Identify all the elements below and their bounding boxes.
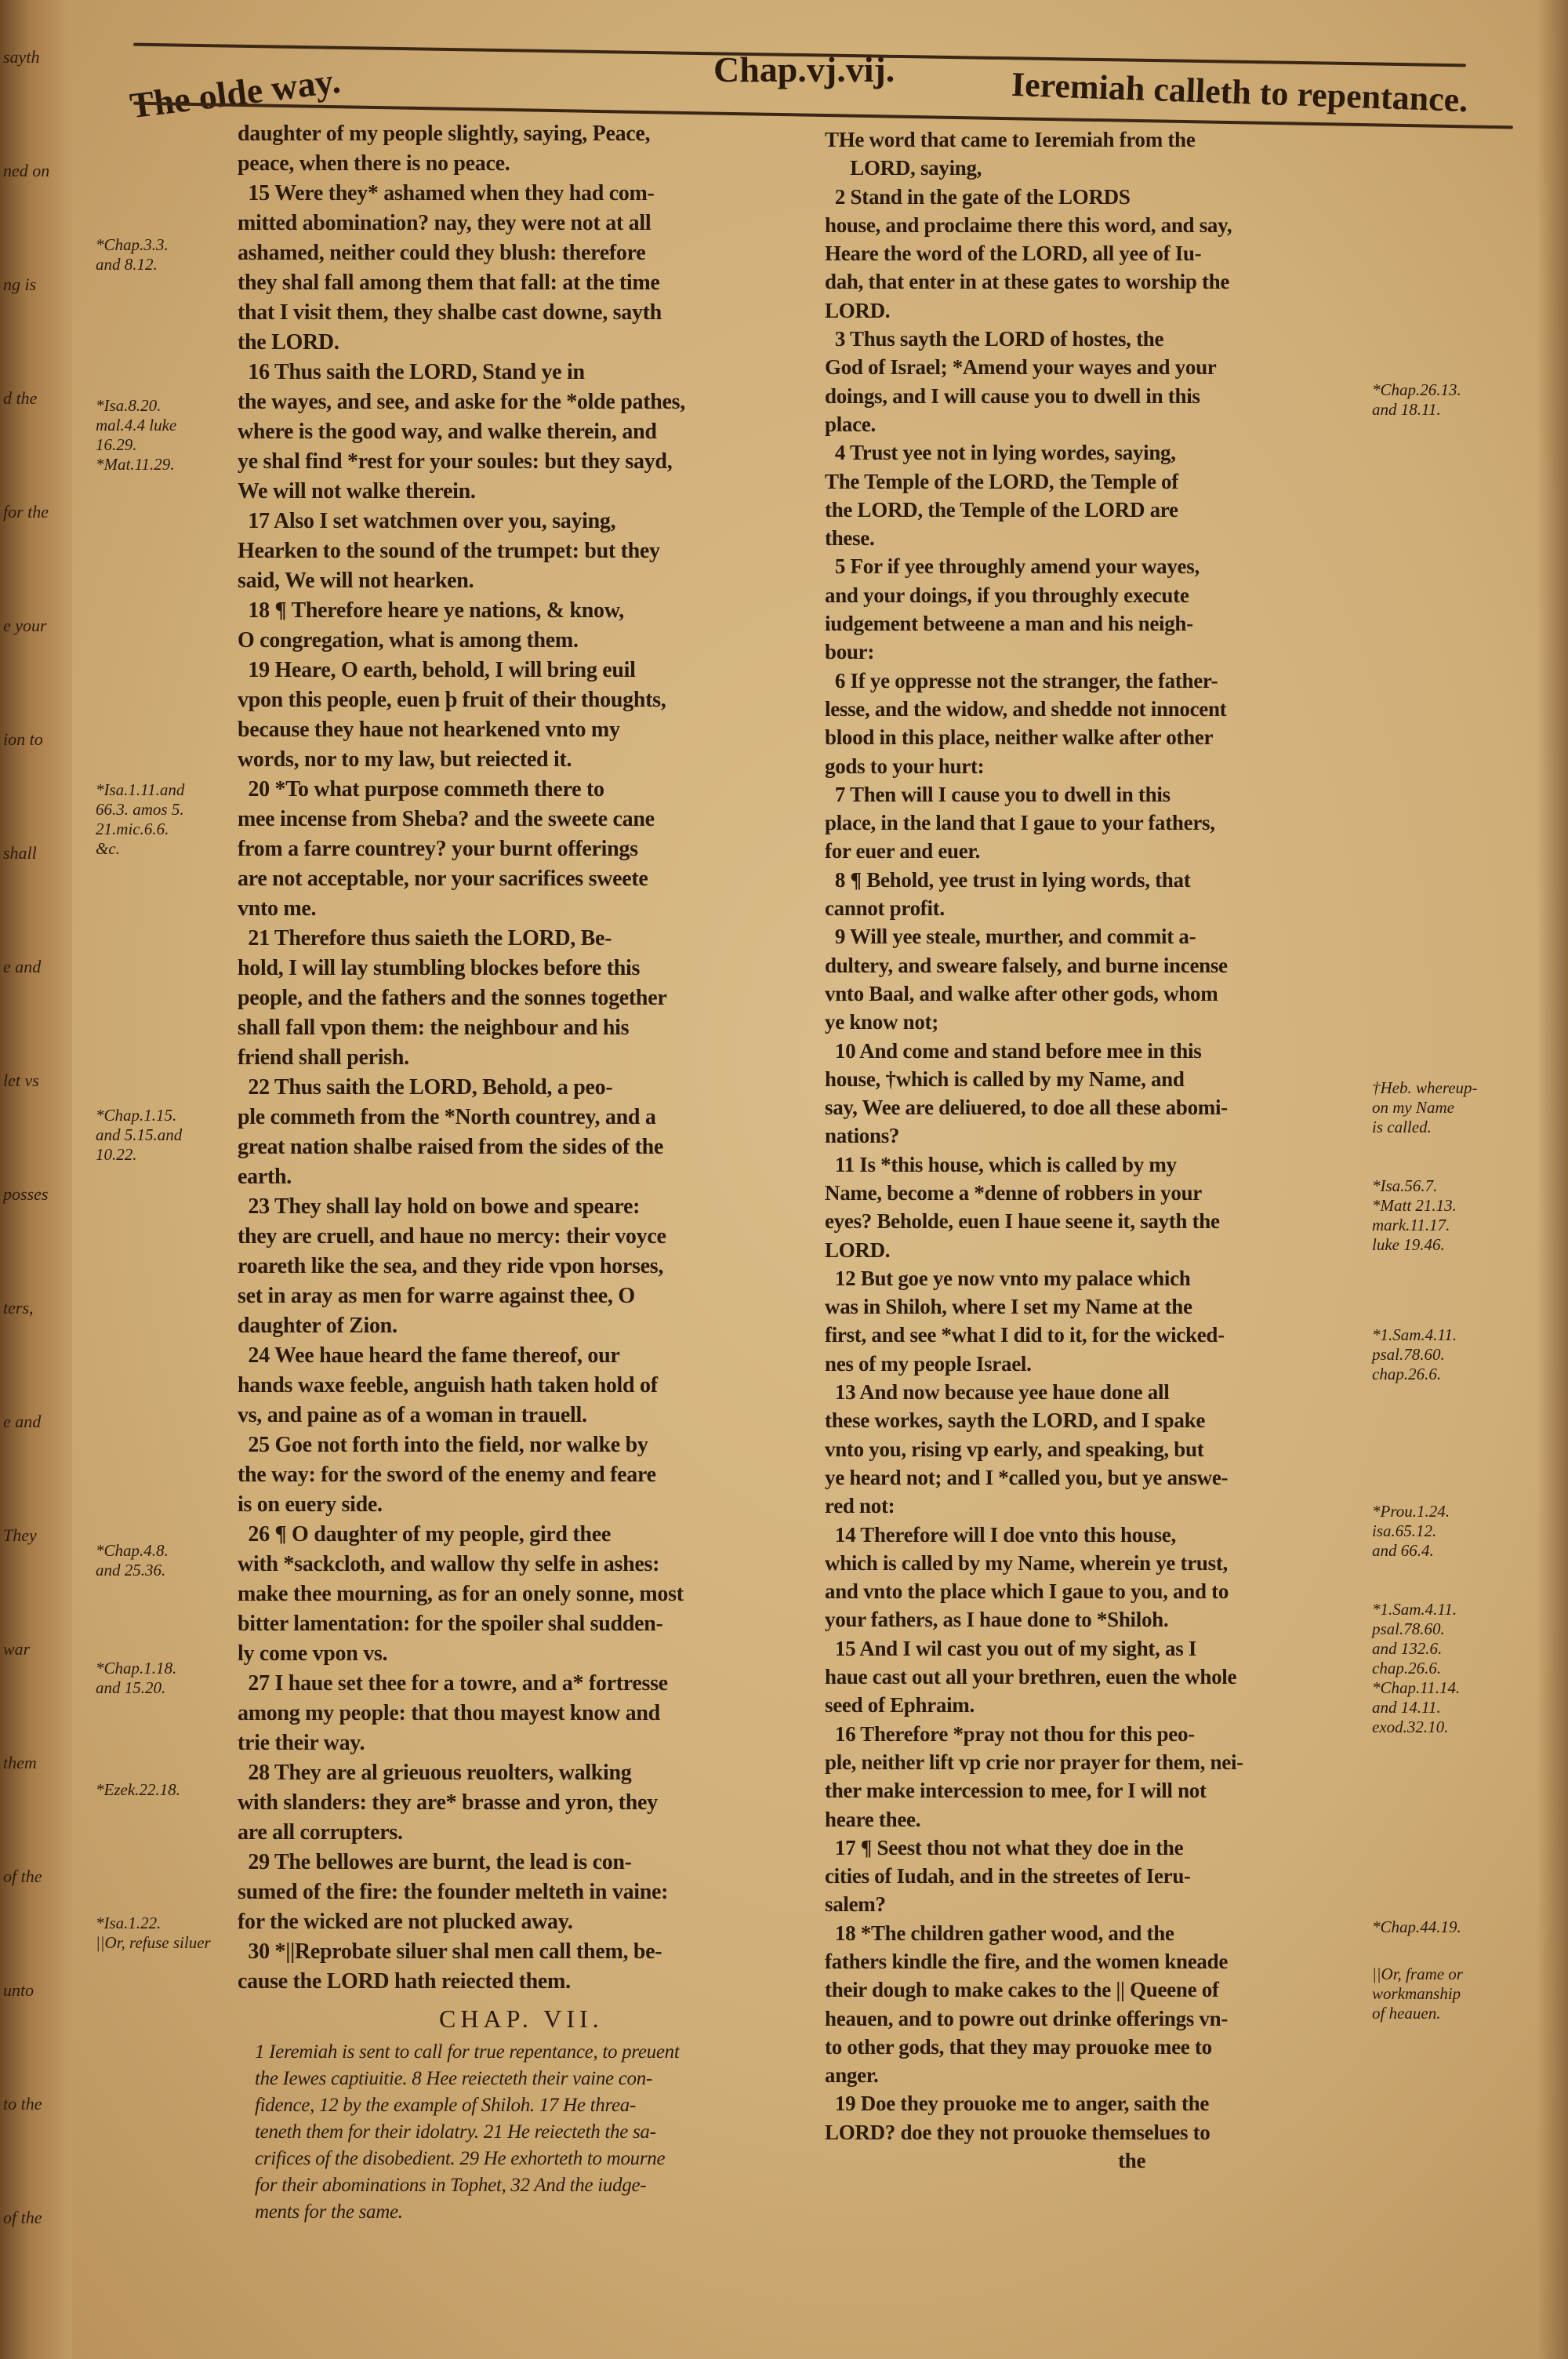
facing-page-fragment: e and bbox=[3, 1412, 42, 1431]
text-line: from a farre countrey? your burnt offerings bbox=[238, 837, 638, 861]
text-line: 15 Were they* ashamed when they had com- bbox=[238, 181, 655, 205]
text-line: ye know not; bbox=[825, 1010, 938, 1034]
facing-page-fragment: They bbox=[3, 1525, 37, 1545]
summary-line: teneth them for their idolatry. 21 He reiecteth the sa- bbox=[255, 2121, 656, 2143]
text-line: 16 Therefore *pray not thou for this peo- bbox=[825, 1721, 1195, 1746]
facing-page-fragment: let vs bbox=[3, 1070, 39, 1090]
text-line: 13 And now because yee haue done all bbox=[825, 1380, 1170, 1405]
text-line: place, in the land that I gaue to your fathers, bbox=[825, 811, 1215, 835]
text-line: these workes, sayth the LORD, and I spake bbox=[825, 1408, 1205, 1433]
text-line: vnto me. bbox=[238, 896, 317, 921]
text-line: The Temple of the LORD, the Temple of bbox=[825, 469, 1178, 493]
text-line: hands waxe feeble, anguish hath taken hold of bbox=[238, 1373, 658, 1398]
text-line: 17 ¶ Seest thou not what they doe in the bbox=[825, 1835, 1184, 1859]
margin-note: *Isa.1.11.and 66.3. amos 5. 21.mic.6.6. &c. bbox=[96, 780, 185, 858]
text-line: house, and proclaime there this word, and say, bbox=[825, 213, 1232, 237]
text-line: place. bbox=[825, 412, 876, 436]
text-line: ple commeth from the *North countrey, and a bbox=[238, 1105, 656, 1129]
text-line: 17 Also I set watchmen over you, saying, bbox=[238, 509, 616, 533]
facing-page-fragment: ion to bbox=[3, 729, 43, 749]
facing-page-fragment: for the bbox=[3, 502, 49, 522]
facing-page-fragment: of the bbox=[3, 1866, 42, 1886]
text-line: 6 If ye oppresse not the stranger, the father- bbox=[825, 668, 1218, 692]
text-line: 19 Doe they prouoke me to anger, saith the bbox=[825, 2092, 1210, 2116]
running-head-center: Chap.vj.vij. bbox=[713, 49, 895, 89]
text-line: first, and see *what I did to it, for the wicked- bbox=[825, 1323, 1225, 1347]
text-line: are not acceptable, nor your sacrifices sweete bbox=[238, 867, 648, 891]
text-line: roareth like the sea, and they ride vpon horses, bbox=[238, 1254, 664, 1278]
text-line: and vnto the place which I gaue to you, and to bbox=[825, 1579, 1229, 1604]
chapter-summary bbox=[255, 2039, 804, 2226]
text-line: 5 For if yee throughly amend your wayes, bbox=[825, 554, 1200, 579]
text-line: salem? bbox=[825, 1892, 886, 1917]
text-line: 19 Heare, O earth, behold, I will bring euil bbox=[238, 658, 636, 682]
margin-note: *Chap.4.8. and 25.36. bbox=[96, 1541, 169, 1579]
facing-page-fragment: e your bbox=[3, 616, 47, 635]
text-line: where is the good way, and walke therein, and bbox=[238, 420, 657, 444]
text-line: 3 Thus sayth the LORD of hostes, the bbox=[825, 327, 1164, 351]
text-line: the wayes, and see, and aske for the *olde pathes, bbox=[238, 390, 685, 414]
text-line: say, Wee are deliuered, to doe all these abomi- bbox=[825, 1096, 1228, 1120]
text-line: O congregation, what is among them. bbox=[238, 628, 579, 652]
text-line: trie their way. bbox=[238, 1731, 365, 1755]
text-line: cause the LORD hath reiected them. bbox=[238, 1969, 571, 1994]
margin-note: *1.Sam.4.11. psal.78.60. chap.26.6. bbox=[1372, 1325, 1457, 1383]
text-line: because they haue not hearkened vnto my bbox=[238, 718, 620, 742]
text-line: LORD. bbox=[825, 1238, 891, 1262]
left-text-column bbox=[238, 119, 810, 1997]
text-line: dah, that enter in at these gates to worship the bbox=[825, 270, 1230, 294]
text-line: that I visit them, they shalbe cast downe, sayth bbox=[238, 300, 662, 325]
text-line: 29 The bellowes are burnt, the lead is con- bbox=[238, 1850, 632, 1874]
text-line: fathers kindle the fire, and the women kneade bbox=[825, 1950, 1229, 1973]
margin-note: *Isa.1.22. ||Or, refuse siluer bbox=[96, 1914, 211, 1952]
margin-note: *Chap.1.18. and 15.20. bbox=[96, 1659, 177, 1697]
margin-note: *Chap.44.19. bbox=[1372, 1917, 1461, 1936]
text-line: red not: bbox=[825, 1494, 895, 1518]
text-line: mitted abomination? nay, they were not at all bbox=[238, 211, 652, 235]
text-line: ple, neither lift vp crie nor prayer for them, nei- bbox=[825, 1750, 1243, 1774]
facing-page-fragment: war bbox=[3, 1639, 31, 1659]
text-line: daughter of Zion. bbox=[238, 1314, 397, 1338]
text-line: ye heard not; and I *called you, but ye answe- bbox=[825, 1465, 1229, 1489]
text-line: 8 ¶ Behold, yee trust in lying words, that bbox=[825, 867, 1191, 892]
facing-page-fragment: of the bbox=[3, 2208, 42, 2227]
text-line: 24 Wee haue heard the fame thereof, our bbox=[238, 1343, 620, 1368]
text-line: said, We will not hearken. bbox=[238, 569, 474, 593]
text-line: these. bbox=[825, 526, 875, 551]
summary-line: 1 Ieremiah is sent to call for true repentance, to preuent bbox=[255, 2041, 680, 2063]
text-line: 4 Trust yee not in lying wordes, saying, bbox=[825, 441, 1176, 465]
text-line: to other gods, that they may prouoke mee to bbox=[825, 2034, 1212, 2059]
text-line: LORD? doe they not prouoke themselues to bbox=[825, 2120, 1210, 2144]
text-line: among my people: that thou mayest know and bbox=[238, 1701, 660, 1725]
text-line: is on euery side. bbox=[238, 1492, 383, 1517]
text-line: house, †which is called by my Name, and bbox=[825, 1067, 1185, 1091]
text-line: eyes? Beholde, euen I haue seene it, sayth the bbox=[825, 1209, 1220, 1234]
text-line: shall fall vpon them: the neighbour and his bbox=[238, 1016, 630, 1040]
text-line: your fathers, as I haue done to *Shiloh. bbox=[825, 1608, 1169, 1632]
text-line: 26 ¶ O daughter of my people, gird thee bbox=[238, 1522, 611, 1547]
summary-line: crifices of the disobedient. 29 He exhorteth to mourne bbox=[255, 2148, 666, 2169]
text-line: and your doings, if you throughly execute bbox=[825, 583, 1189, 607]
text-line: Heare the word of the LORD, all yee of Iu- bbox=[825, 242, 1202, 266]
text-line: are all corrupters. bbox=[238, 1820, 403, 1845]
text-line: was in Shiloh, where I set my Name at the bbox=[825, 1295, 1192, 1319]
margin-note: *Chap.26.13. and 18.11. bbox=[1372, 380, 1461, 419]
text-line: 10 And come and stand before mee in this bbox=[825, 1038, 1202, 1063]
text-line: make thee mourning, as for an onely sonne, most bbox=[238, 1582, 684, 1606]
facing-page-fragment: sayth bbox=[3, 47, 40, 67]
text-line: 27 I haue set thee for a towre, and a* fortresse bbox=[238, 1671, 668, 1696]
text-line: the LORD. bbox=[238, 330, 339, 354]
facing-page-fragment: ters, bbox=[3, 1298, 34, 1318]
facing-page-fragment: posses bbox=[3, 1184, 49, 1204]
text-line: 11 Is *this house, which is called by my bbox=[825, 1152, 1177, 1176]
text-line: bitter lamentation: for the spoiler shal sudden- bbox=[238, 1612, 663, 1636]
facing-page-fragment: ned on bbox=[3, 161, 50, 180]
summary-line: the Iewes captiuitie. 8 Hee reiecteth their vaine con- bbox=[255, 2068, 652, 2089]
margin-note: *Isa.56.7. *Matt 21.13. mark.11.17. luke 19.46. bbox=[1372, 1176, 1457, 1254]
text-line: nations? bbox=[825, 1124, 900, 1148]
facing-page-fragment: unto bbox=[3, 1980, 34, 2000]
text-line: daughter of my people slightly, saying, Peace, bbox=[238, 122, 651, 146]
text-line: lesse, and the widow, and shedde not innocent bbox=[825, 696, 1227, 721]
text-line: blood in this place, neither walke after other bbox=[825, 725, 1214, 750]
text-line: the way: for the sword of the enemy and feare bbox=[238, 1463, 656, 1487]
facing-page-fragment: ng is bbox=[3, 274, 37, 294]
text-line: nes of my people Israel. bbox=[825, 1351, 1032, 1376]
text-line: haue cast out all your brethren, euen the whole bbox=[825, 1665, 1237, 1689]
text-line: dultery, and sweare falsely, and burne incense bbox=[825, 953, 1228, 977]
text-line: 9 Will yee steale, murther, and commit a- bbox=[825, 925, 1196, 949]
text-line: people, and the fathers and the sonnes together bbox=[238, 986, 667, 1010]
text-line: seed of Ephraim. bbox=[825, 1693, 975, 1717]
text-line: 18 *The children gather wood, and the bbox=[825, 1921, 1174, 1945]
facing-page-fragment: e and bbox=[3, 957, 42, 976]
text-line: heauen, and to powre out drinke offerings vn- bbox=[825, 2006, 1229, 2030]
text-line: 28 They are al grieuous reuolters, walking bbox=[238, 1761, 632, 1785]
text-line: 18 ¶ Therefore heare ye nations, & know, bbox=[238, 598, 624, 623]
text-line: heare thee. bbox=[825, 1807, 921, 1831]
text-line: ashamed, neither could they blush: therefore bbox=[238, 241, 646, 265]
text-line: 30 *||Reprobate siluer shal men call them, be- bbox=[238, 1939, 662, 1964]
margin-note: ||Or, frame or workmanship of heauen. bbox=[1372, 1965, 1463, 2023]
text-line: ly come vpon vs. bbox=[238, 1641, 388, 1666]
text-line: Name, become a *denne of robbers in your bbox=[825, 1180, 1202, 1205]
text-line: anger. bbox=[825, 2063, 879, 2088]
text-line: vs, and paine as of a woman in trauell. bbox=[238, 1403, 587, 1427]
text-line: for the wicked are not plucked away. bbox=[238, 1910, 573, 1934]
summary-line: fidence, 12 by the example of Shiloh. 17 He threa- bbox=[255, 2095, 637, 2116]
facing-page-fragment: shall bbox=[3, 843, 37, 863]
text-line: the LORD, the Temple of the LORD are bbox=[825, 497, 1178, 522]
text-line: ther make intercession to mee, for I will not bbox=[825, 1779, 1207, 1803]
margin-note: *Chap.3.3. and 8.12. bbox=[96, 235, 169, 274]
running-head-right: Ieremiah calleth to repentance. bbox=[1011, 64, 1469, 120]
text-line: they shal fall among them that fall: at the time bbox=[238, 271, 660, 295]
text-line: vpon this people, euen þ fruit of their thoughts, bbox=[238, 688, 666, 712]
text-line: great nation shalbe raised from the sides of the bbox=[238, 1135, 663, 1159]
text-line: Hearken to the sound of the trumpet: but they bbox=[238, 539, 660, 563]
text-line: gods to your hurt: bbox=[825, 754, 985, 778]
margin-note: *1.Sam.4.11. psal.78.60. and 132.6. chap.26.6. *Chap.11.14. and 14.11. exod.32.10. bbox=[1372, 1600, 1461, 1736]
text-line: hold, I will lay stumbling blockes before this bbox=[238, 956, 641, 980]
margin-note: *Prou.1.24. isa.65.12. and 66.4. bbox=[1372, 1502, 1450, 1560]
text-line: 16 Thus saith the LORD, Stand ye in bbox=[238, 360, 585, 384]
text-line: mee incense from Sheba? and the sweete cane bbox=[238, 807, 655, 831]
text-line: 25 Goe not forth into the field, nor walke by bbox=[238, 1433, 648, 1457]
margin-note: *Ezek.22.18. bbox=[96, 1780, 180, 1799]
text-line: doings, and I will cause you to dwell in this bbox=[825, 383, 1200, 408]
text-line: 12 But goe ye now vnto my palace which bbox=[825, 1266, 1191, 1290]
text-line: bour: bbox=[825, 640, 875, 664]
text-line: 14 Therefore will I doe vnto this house, bbox=[825, 1522, 1176, 1547]
chapter-heading: CHAP. VII. bbox=[439, 2005, 604, 2033]
text-line: vnto you, rising vp early, and speaking, but bbox=[825, 1437, 1204, 1461]
text-line: friend shall perish. bbox=[238, 1045, 409, 1070]
text-line: cities of Iudah, and in the streetes of Ieru- bbox=[825, 1864, 1191, 1888]
margin-note: *Chap.1.15. and 5.15.and 10.22. bbox=[96, 1106, 183, 1164]
text-line: earth. bbox=[238, 1165, 292, 1189]
right-text-column bbox=[825, 125, 1358, 2175]
text-line: words, nor to my law, but reiected it. bbox=[238, 747, 572, 772]
text-line: their dough to make cakes to the || Queene of bbox=[825, 1978, 1219, 2002]
text-line: set in aray as men for warre against thee, O bbox=[238, 1284, 635, 1308]
margin-note: *Isa.8.20. mal.4.4 luke 16.29. *Mat.11.29. bbox=[96, 396, 177, 474]
text-line: cannot profit. bbox=[825, 896, 945, 921]
text-line: ye shal find *rest for your soules: but they sayd, bbox=[238, 449, 673, 474]
text-line: peace, when there is no peace. bbox=[238, 151, 510, 176]
text-line: 21 Therefore thus saieth the LORD, Be- bbox=[238, 926, 612, 951]
summary-line: ments for the same. bbox=[255, 2201, 403, 2223]
text-line: with *sackcloth, and wallow thy selfe in ashes: bbox=[238, 1552, 660, 1576]
text-line: LORD, saying, bbox=[825, 156, 982, 180]
text-line: iudgement betweene a man and his neigh- bbox=[825, 612, 1193, 636]
facing-page-fragment: to the bbox=[3, 2094, 42, 2114]
text-line: 15 And I wil cast you out of my sight, as I bbox=[825, 1636, 1197, 1660]
text-line: 7 Then will I cause you to dwell in this bbox=[825, 782, 1171, 806]
running-head-left: The olde way. bbox=[127, 60, 343, 126]
facing-page-edge bbox=[0, 0, 72, 2359]
text-line: for euer and euer. bbox=[825, 839, 981, 863]
text-line: vnto Baal, and walke after other gods, whom bbox=[825, 981, 1218, 1005]
text-line: with slanders: they are* brasse and yron, they bbox=[238, 1790, 658, 1815]
text-line: 20 *To what purpose commeth there to bbox=[238, 777, 604, 801]
text-line: the bbox=[825, 2149, 1146, 2173]
text-line: 22 Thus saith the LORD, Behold, a peo- bbox=[238, 1075, 613, 1100]
text-line: they are cruell, and haue no mercy: their voyce bbox=[238, 1224, 666, 1249]
text-line: 23 They shall lay hold on bowe and speare: bbox=[238, 1194, 641, 1219]
text-line: sumed of the fire: the founder melteth in vaine: bbox=[238, 1880, 669, 1904]
text-line: We will not walke therein. bbox=[238, 479, 476, 503]
facing-page-fragment: them bbox=[3, 1753, 37, 1772]
text-line: LORD. bbox=[825, 298, 891, 322]
margin-note: †Heb. whereup- on my Name is called. bbox=[1372, 1078, 1478, 1136]
facing-page-fragment: d the bbox=[3, 388, 38, 408]
summary-line: for their abominations in Tophet, 32 And the iudge- bbox=[255, 2175, 647, 2196]
text-line: God of Israel; *Amend your wayes and your bbox=[825, 355, 1217, 380]
text-line: THe word that came to Ieremiah from the bbox=[825, 128, 1196, 151]
text-line: 2 Stand in the gate of the LORDS bbox=[825, 184, 1131, 209]
text-line: which is called by my Name, wherein ye trust, bbox=[825, 1550, 1228, 1575]
